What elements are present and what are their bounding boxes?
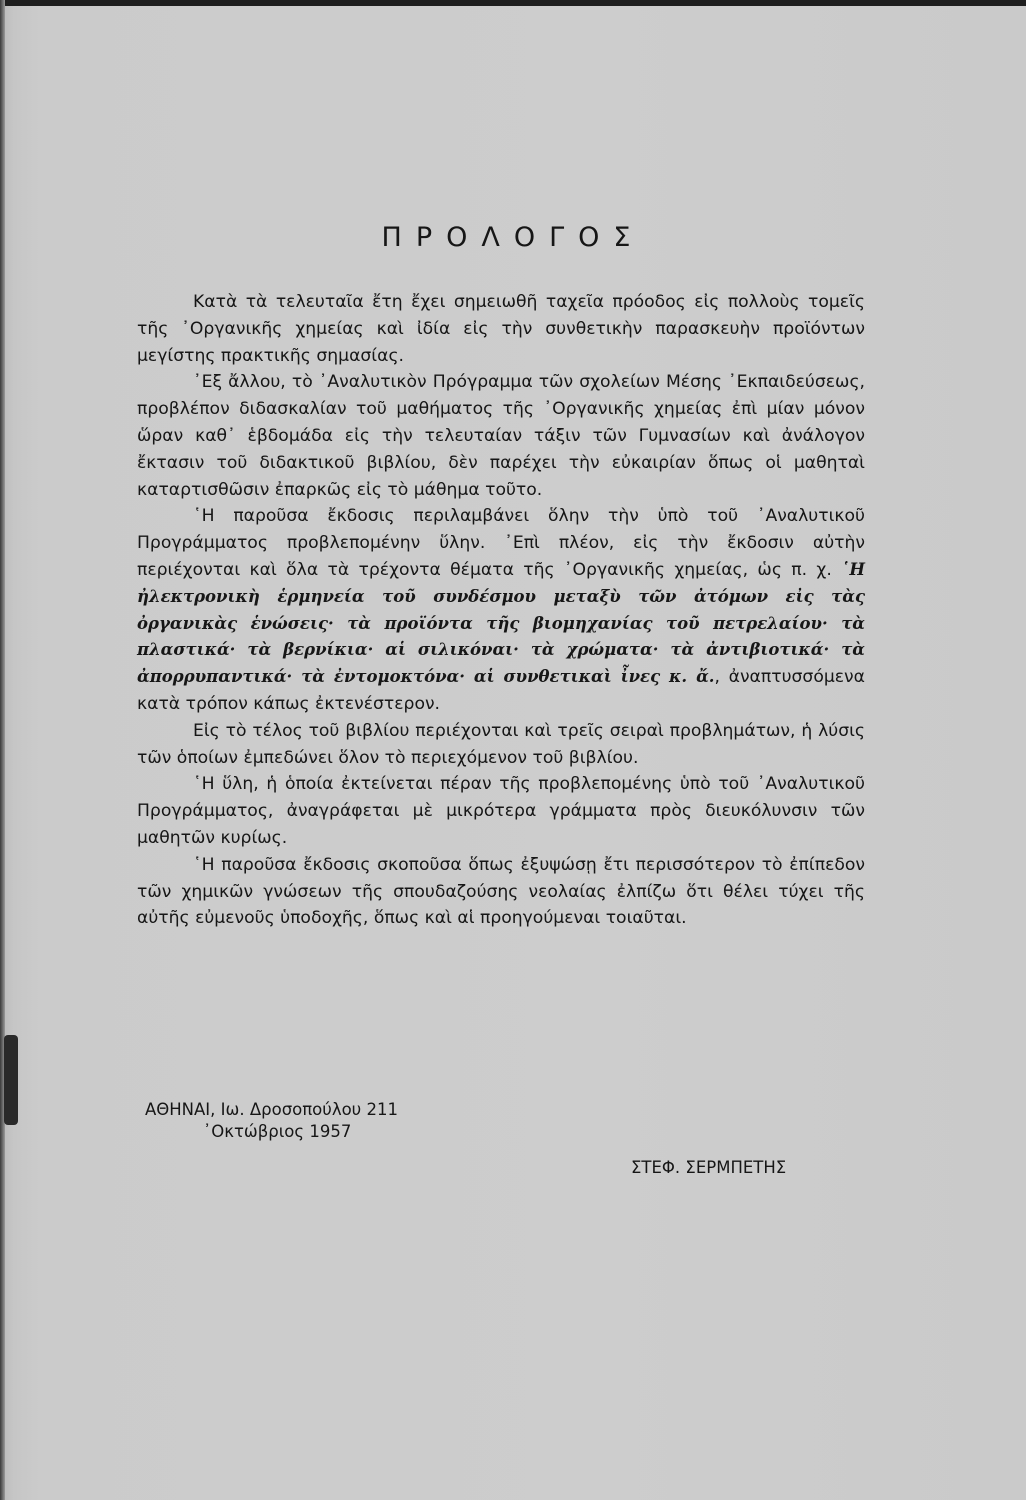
topics-list-italic: ῾Η ἠλεκτρονικὴ ἑρμηνεία τοῦ συνδέσμου μεταξὺ τῶν ἀτόμων εἰς τὰς ὀργανικὰς ἑνώσεις· τὰ προϊόντα τῆς βιομηχανίας τοῦ πετρελαίου· τὰ πλαστικά· τὰ βερνίκια· αἱ σιλικόναι· τὰ χρώματα· τὰ ἀντιβιοτικά· τὰ ἀπορρυπαντικά· τὰ ἐντομοκτόνα· αἱ συνθετικαὶ ἶνες κ. ἄ. — [137, 559, 865, 687]
paragraph-6: ῾Η παροῦσα ἔκδοσις σκοποῦσα ὅπως ἐξυψώσῃ ἔτι περισσότερον τὸ ἐπίπεδον τῶν χημικῶν γνώσεων τῆς σπουδαζούσης νεολαίας ἐλπίζω ὅτι θέλει τύχει τῆς αὐτῆς εὐμενοῦς ὑποδοχῆς, ὅπως καὶ αἱ προηγούμεναι τοιαῦται. — [137, 854, 865, 929]
paragraph-3 — [137, 503, 865, 717]
place-and-date — [145, 1099, 398, 1143]
place-line: ΑΘΗΝΑΙ, Ιω. Δροσοπούλου 211 — [145, 1100, 398, 1119]
paragraph-4: Εἰς τὸ τέλος τοῦ βιβλίου περιέχονται καὶ τρεῖς σειραὶ προβλημάτων, ἡ λύσις τῶν ὁποίων ἐμπεδώνει ὅλον τὸ περιεχόμενον τοῦ βιβλίου. — [137, 720, 865, 768]
paragraph-1: Κατὰ τὰ τελευταῖα ἔτη ἔχει σημειωθῆ ταχεῖα πρόοδος εἰς πολλοὺς τομεῖς τῆς ᾿Οργανικῆς χημείας καὶ ἰδία εἰς τὴν συνθετικὴν παρασκευὴν προϊόντων μεγίστης πρακτικῆς σημασίας. — [137, 292, 865, 366]
paragraph-3-outro: , ἀναπτυσσόμενα κατὰ τρόπον κάπως ἐκτενέστερον. — [137, 667, 865, 714]
binder-clip — [4, 1035, 18, 1125]
paragraph-2: ᾿Εξ ἄλλου, τὸ ᾿Αναλυτικὸν Πρόγραμμα τῶν σχολείων Μέσης ᾿Εκπαιδεύσεως, προβλέπον διδασκαλίαν τοῦ μαθήματος τῆς ᾿Οργανικῆς χημείας ἐπὶ μίαν μόνον ὥραν καθ᾿ ἑβδομάδα εἰς τὴν τελευταίαν τάξιν τῶν Γυμνασίων καὶ ἀνάλογον ἔκτασιν τοῦ διδακτικοῦ βιβλίου, δὲν παρέχει τὴν εὐκαιρίαν ὅπως οἱ μαθηταὶ καταρτισθῶσιν ἐπαρκῶς εἰς τὸ μάθημα τοῦτο. — [137, 372, 865, 500]
page-title: ΠΡΟΛΟΓΟΣ — [381, 222, 645, 253]
date-line: ᾿Οκτώβριος 1957 — [203, 1122, 352, 1141]
scan-top-edge — [0, 0, 1026, 6]
paragraph-3-intro: ῾Η παροῦσα ἔκδοσις περιλαμβάνει ὅλην τὴν ὑπὸ τοῦ ᾿Αναλυτικοῦ Προγράμματος προβλεπομένην ὕλην. ᾿Επὶ πλέον, εἰς τὴν ἔκδοσιν αὐτὴν περιέχονται καὶ ὅλα τὰ τρέχοντα θέματα τῆς ᾿Οργανικῆς χημείας, ὡς π. χ. — [137, 506, 865, 580]
paragraph-5: ῾Η ὕλη, ἡ ὁποία ἐκτείνεται πέραν τῆς προβλεπομένης ὑπὸ τοῦ ᾿Αναλυτικοῦ Προγράμματος, ἀναγράφεται μὲ μικρότερα γράμματα πρὸς διευκόλυνσιν τῶν μαθητῶν κυρίως. — [137, 774, 865, 848]
preface-body — [137, 289, 865, 932]
author-signature: ΣΤΕΦ. ΣΕΡΜΠΕΤΗΣ — [631, 1158, 787, 1177]
